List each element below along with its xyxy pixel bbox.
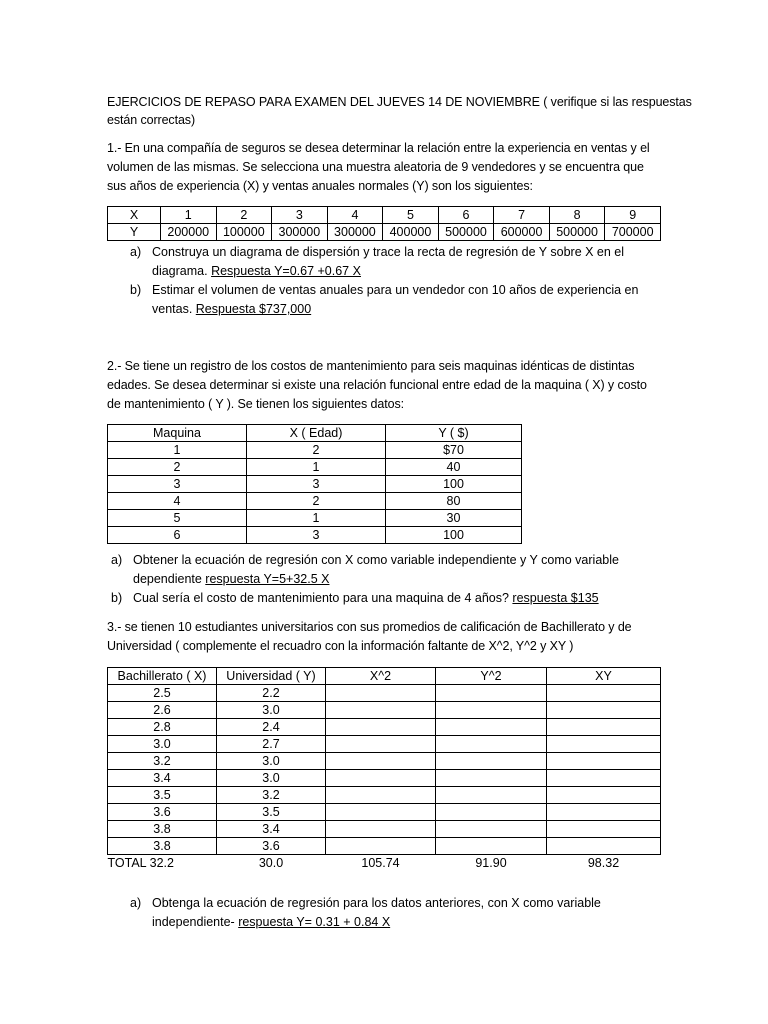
ex1-item-a-text: diagrama.: [152, 264, 212, 278]
table-cell: 6: [438, 207, 494, 224]
table-cell: [436, 685, 547, 702]
table-cell: [547, 804, 661, 821]
table-cell: 100000: [216, 224, 272, 241]
table-cell: [326, 787, 436, 804]
table-cell: [547, 702, 661, 719]
ex3-item-a-text: independiente-: [152, 915, 239, 929]
ex1-intro-line-1: 1.- En una compañía de seguros se desea determinar la relación entre la experiencia en ventas y el: [107, 141, 650, 155]
ex1-intro-line-3: sus años de experiencia (X) y ventas anuales normales (Y) son los siguientes:: [107, 179, 533, 193]
table-row: [108, 527, 522, 544]
table-cell: [436, 821, 547, 838]
table-header-cell: Maquina: [108, 425, 247, 442]
table-cell: [326, 736, 436, 753]
table-row: [108, 493, 522, 510]
table-cell: 300000: [327, 224, 383, 241]
ex2-item-b-marker: b): [111, 591, 123, 605]
table-cell: [547, 838, 661, 855]
ex2-item-a-answer: respuesta Y=5+32.5 X: [205, 572, 330, 586]
ex1-item-a-answer: Respuesta Y=0.67 +0.67 X: [211, 264, 361, 278]
table-cell: [436, 787, 547, 804]
total-xy: 98.32: [587, 856, 620, 870]
table-cell: $70: [386, 442, 522, 459]
ex3-data-table: [107, 667, 661, 871]
table-cell: [547, 719, 661, 736]
table-cell: [547, 770, 661, 787]
table-cell: [547, 753, 661, 770]
table-cell: [436, 736, 547, 753]
table-row: [108, 736, 661, 753]
total-y2: 91.90: [475, 856, 507, 870]
header-line-1: EJERCICIOS DE REPASO PARA EXAMEN DEL JUEVES 14 DE NOVIEMBRE ( verifique si las respuestas: [107, 95, 692, 109]
table-cell: 2.5: [108, 685, 217, 702]
table-cell: 400000: [383, 224, 439, 241]
ex1-item-b-answer: Respuesta $737,000: [195, 302, 312, 316]
table-header-cell: Y^2: [436, 668, 547, 685]
ex1-item-b-text: ventas.: [152, 302, 196, 316]
table-cell: 2.8: [108, 719, 217, 736]
table-header-cell: XY: [547, 668, 661, 685]
table-row: [108, 685, 661, 702]
table-row: [108, 510, 522, 527]
table-cell: 7: [494, 207, 550, 224]
table-cell: 3.0: [217, 753, 326, 770]
table-row: [108, 476, 522, 493]
table-cell: 3.5: [108, 787, 217, 804]
ex2-intro-line-1: 2.- Se tiene un registro de los costos de mantenimiento para seis maquinas idénticas de distintas: [107, 359, 635, 373]
table-cell: 1: [247, 459, 386, 476]
table-header-row: [108, 425, 522, 442]
table-header-cell: Bachillerato ( X): [108, 668, 217, 685]
table-cell: [326, 719, 436, 736]
table-row: [108, 207, 661, 224]
table-cell: X: [108, 207, 161, 224]
table-cell: 3.6: [217, 838, 326, 855]
ex3-item-a-line-1: Obtenga la ecuación de regresión para los datos anteriores, con X como variable: [152, 896, 601, 910]
total-x2: 105.74: [361, 856, 400, 870]
table-cell: [547, 787, 661, 804]
table-cell: [326, 753, 436, 770]
table-row: [108, 719, 661, 736]
ex2-item-a-text: dependiente: [133, 572, 206, 586]
ex2-item-b-text: Cual sería el costo de mantenimiento para una maquina de 4 años?: [133, 591, 513, 605]
table-cell: 3: [272, 207, 328, 224]
ex2-item-a-marker: a): [111, 553, 123, 567]
table-cell: [436, 804, 547, 821]
total-x: TOTAL 32.2: [107, 856, 174, 870]
table-cell: 3.0: [108, 736, 217, 753]
ex1-data-table: [107, 206, 661, 241]
table-cell: 6: [108, 527, 247, 544]
table-cell: [547, 685, 661, 702]
table-cell: 100: [386, 527, 522, 544]
table-cell: [326, 685, 436, 702]
table-row: [108, 787, 661, 804]
ex3-intro-line-1: 3.- se tienen 10 estudiantes universitarios con sus promedios de calificación de Bachillerato y de: [107, 620, 632, 634]
table-cell: 4: [327, 207, 383, 224]
ex2-item-a-line-2: [133, 570, 329, 589]
ex1-intro-line-2: volumen de las mismas. Se selecciona una muestra aleatoria de 9 vendedores y se encuentra que: [107, 160, 644, 174]
ex3-item-a-marker: a): [130, 896, 142, 910]
table-row: [108, 224, 661, 241]
table-cell: 9: [605, 207, 661, 224]
ex1-item-b-marker: b): [130, 283, 142, 297]
table-header-cell: Universidad ( Y): [217, 668, 326, 685]
table-cell: 2.7: [217, 736, 326, 753]
table-cell: 3: [108, 476, 247, 493]
table-cell: 2.2: [217, 685, 326, 702]
table-cell: [436, 770, 547, 787]
ex2-intro-line-2: edades. Se desea determinar si existe una relación funcional entre edad de la maquina ( X) y costo: [107, 378, 647, 392]
table-cell: 30: [386, 510, 522, 527]
ex2-data-table: [107, 424, 522, 544]
table-cell: [326, 821, 436, 838]
table-cell: 3.4: [108, 770, 217, 787]
ex1-item-a-marker: a): [130, 245, 142, 259]
table-row: [108, 442, 522, 459]
table-cell: Y: [108, 224, 161, 241]
table-cell: [436, 719, 547, 736]
table-cell: [547, 736, 661, 753]
table-cell: 3.5: [217, 804, 326, 821]
table-header-cell: X^2: [326, 668, 436, 685]
ex2-item-b-answer: respuesta $135: [512, 591, 599, 605]
table-cell: 3.8: [108, 821, 217, 838]
table-row: [108, 770, 661, 787]
ex2-item-b-line-1: [133, 589, 599, 608]
table-cell: 2.4: [217, 719, 326, 736]
table-cell: 1: [108, 442, 247, 459]
table-row: [108, 804, 661, 821]
table-cell: 700000: [605, 224, 661, 241]
table-cell: 3.6: [108, 804, 217, 821]
ex1-item-b-line-1: Estimar el volumen de ventas anuales para un vendedor con 10 años de experiencia en: [152, 283, 639, 297]
table-header-cell: X ( Edad): [247, 425, 386, 442]
table-cell: 4: [108, 493, 247, 510]
table-cell: 3: [247, 476, 386, 493]
ex2-intro-line-3: de mantenimiento ( Y ). Se tienen los siguientes datos:: [107, 397, 404, 411]
table-cell: 2: [247, 493, 386, 510]
table-cell: 1: [247, 510, 386, 527]
table-cell: [436, 702, 547, 719]
table-row: [108, 753, 661, 770]
ex1-item-a-line-2: [152, 262, 361, 281]
table-cell: 3: [247, 527, 386, 544]
table-cell: 2: [108, 459, 247, 476]
ex3-item-a-line-2: [152, 913, 390, 932]
table-cell: 5: [108, 510, 247, 527]
table-header-row: [108, 668, 661, 685]
table-cell: 100: [386, 476, 522, 493]
table-cell: 2: [247, 442, 386, 459]
table-cell: 3.2: [217, 787, 326, 804]
table-row: [108, 821, 661, 838]
table-cell: [326, 804, 436, 821]
table-cell: [547, 821, 661, 838]
header-line-2: están correctas): [107, 113, 196, 127]
table-cell: 500000: [438, 224, 494, 241]
table-cell: 200000: [161, 224, 217, 241]
table-cell: 40: [386, 459, 522, 476]
table-cell: 5: [383, 207, 439, 224]
ex3-item-a-answer: respuesta Y= 0.31 + 0.84 X: [238, 915, 391, 929]
table-cell: 8: [549, 207, 605, 224]
table-cell: [326, 838, 436, 855]
table-cell: 80: [386, 493, 522, 510]
table-row: [108, 702, 661, 719]
ex1-item-b-line-2: [152, 300, 311, 319]
total-y: 30.0: [258, 856, 284, 870]
table-cell: 1: [161, 207, 217, 224]
table-cell: 600000: [494, 224, 550, 241]
ex2-item-a-line-1: Obtener la ecuación de regresión con X como variable independiente y Y como variable: [133, 553, 619, 567]
table-cell: 2: [216, 207, 272, 224]
table-cell: 3.8: [108, 838, 217, 855]
ex3-intro-line-2: Universidad ( complemente el recuadro con la información faltante de X^2, Y^2 y XY ): [107, 639, 574, 653]
table-cell: 3.4: [217, 821, 326, 838]
table-cell: 2.6: [108, 702, 217, 719]
table-cell: [326, 702, 436, 719]
table-cell: [436, 838, 547, 855]
table-row: [108, 838, 661, 855]
table-row: [108, 459, 522, 476]
table-header-cell: Y ( $): [386, 425, 522, 442]
table-cell: 500000: [549, 224, 605, 241]
totals-row: [108, 855, 661, 872]
table-cell: 3.2: [108, 753, 217, 770]
table-cell: [436, 753, 547, 770]
table-cell: 3.0: [217, 702, 326, 719]
table-cell: [326, 770, 436, 787]
table-cell: 3.0: [217, 770, 326, 787]
table-cell: 300000: [272, 224, 328, 241]
ex1-item-a-line-1: Construya un diagrama de dispersión y trace la recta de regresión de Y sobre X en el: [152, 245, 625, 259]
